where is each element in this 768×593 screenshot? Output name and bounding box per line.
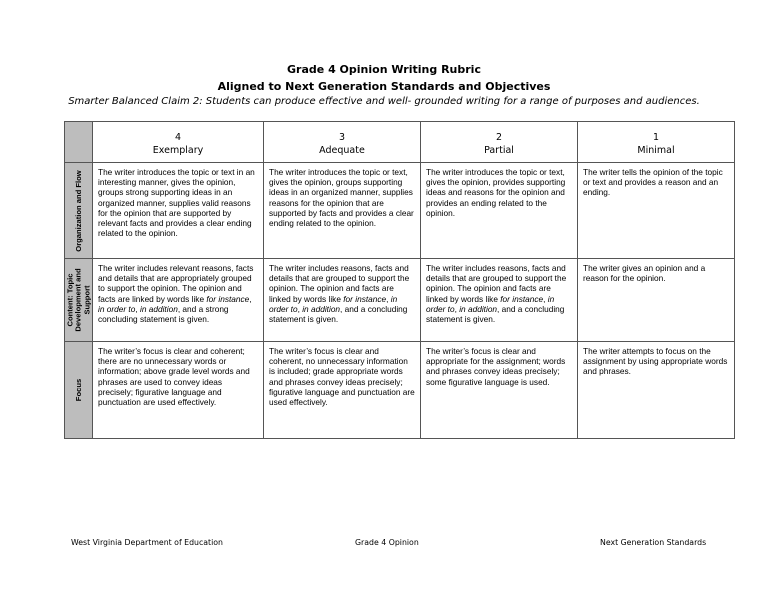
footer-center: Grade 4 Opinion [355,538,419,547]
column-label: Partial [484,145,514,156]
column-label: Minimal [637,145,675,156]
row-header-organization [65,163,93,259]
claim-statement: Smarter Balanced Claim 2: Students can produce effective and well- grounded writing for a range of purposes and audiences. [68,96,700,107]
column-header-3 [264,122,421,163]
rubric-cell: The writer introduces the topic or text, gives the opinion, provides supporting ideas and reasons for the opinion and provides an ending related to the opinion. [421,163,578,259]
rubric-cell: The writer’s focus is clear and coherent; there are no unnecessary words or information; above grade level words and phrases are used to convey ideas precisely; figurative language and punctuation are used effectively. [93,342,264,439]
column-score: 1 [652,132,660,143]
column-label: Adequate [319,145,365,156]
footer-right: Next Generation Standards [600,538,707,547]
page-title: Grade 4 Opinion Writing Rubric [287,63,481,76]
column-header-4 [93,122,264,163]
column-header-1 [578,122,735,163]
rubric-cell: The writer gives an opinion and a reason for the opinion. [578,259,735,342]
rubric-cell: The writer includes relevant reasons, facts and details that are appropriately grouped to support the opinion. The opinion and facts are linked by words like for instance, in order to, in addition, and a strong concluding statement is given. [93,259,264,342]
footer-left: West Virginia Department of Education [71,538,223,547]
rubric-cell: The writer introduces the topic or text, gives the opinion, groups supporting ideas in an organized manner, supplies reasons for the opinion that are supported by facts and provides a clear ending related to the opinion. [264,163,421,259]
rubric-row-organization [65,163,735,259]
page-subtitle: Aligned to Next Generation Standards and Objectives [217,80,551,93]
rubric-cell: The writer includes reasons, facts and details that are grouped to support the opinion. The opinion and facts are linked by words like for instance, in order to, in addition, and a concluding statement is given. [421,259,578,342]
rubric-cell: The writer’s focus is clear and coherent, no unnecessary information is included; grade appropriate words and phrases convey ideas precisely; figurative language and punctuation are used effectively. [264,342,421,439]
rubric-table [64,121,735,439]
rubric-cell: The writer includes reasons, facts and details that are grouped to support the opinion. The opinion and facts are linked by words like for instance, in order to, in addition, and a concluding statement is given. [264,259,421,342]
rubric-cell: The writer tells the opinion of the topic or text and provides a reason and an ending. [578,163,735,259]
rubric-cell: The writer attempts to focus on the assignment by using appropriate words and phrases. [578,342,735,439]
column-header-2 [421,122,578,163]
column-score: 4 [174,132,182,143]
rubric-row-content [65,259,735,342]
column-score: 3 [338,132,346,143]
row-header-content [65,259,93,342]
rubric-row-focus [65,342,735,439]
row-label: Content: Topic Development and Support [64,268,91,332]
row-header-focus [65,342,93,439]
column-score: 2 [495,132,503,143]
rubric-cell: The writer’s focus is clear and appropriate for the assignment; words and phrases convey ideas precisely; some figurative language is used. [421,342,578,439]
corner-cell [65,122,93,163]
column-label: Exemplary [152,145,204,156]
row-label: Organization and Flow [73,169,83,252]
row-label: Focus [73,378,83,402]
header-row [65,122,735,163]
rubric-cell: The writer introduces the topic or text in an interesting manner, gives the opinion, groups strong supporting ideas in an organized manner, supplies valid reasons for the opinion that are supported by relevant facts and provides a clear ending related to the opinion. [93,163,264,259]
